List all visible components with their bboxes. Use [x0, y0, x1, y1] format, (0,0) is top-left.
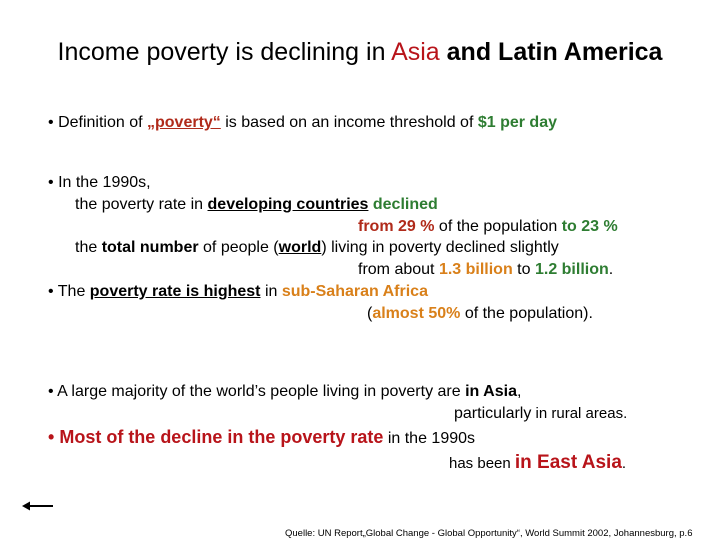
term-in-asia: in Asia — [465, 383, 517, 400]
rate-values-line — [358, 218, 618, 236]
bullet-text: in — [260, 283, 282, 300]
line-text: . — [608, 261, 614, 278]
bullet-definition — [48, 114, 557, 132]
east-asia-line — [449, 452, 626, 474]
most-decline-text: Most of the decline in the poverty rate — [59, 427, 384, 447]
source-footer: Quelle: UN Report„Global Change - Global Opportunity“, World Summit 2002, Johannesburg, p.6 — [285, 528, 693, 539]
bullet-marker: • — [48, 114, 54, 131]
term-poverty-rate-highest: poverty rate is highest — [89, 283, 261, 300]
line-text: the — [75, 239, 102, 256]
poverty-rate-line — [75, 196, 438, 214]
term-world: world — [278, 239, 322, 256]
rate-from: from 29 % — [358, 218, 435, 235]
title-text: Income poverty is declining in — [57, 38, 392, 66]
term-developing-countries: developing countries — [207, 196, 369, 213]
slide-title — [0, 38, 720, 67]
bullet-text: In the 1990s, — [58, 174, 151, 191]
term-total-number: total number — [101, 239, 199, 256]
bullet-text: , — [516, 383, 522, 400]
bullet-1990s — [48, 174, 151, 192]
bullet-text: Definition of — [58, 114, 147, 131]
title-asia: Asia — [391, 38, 440, 66]
total-values-line — [358, 261, 613, 279]
region-sub-saharan-africa: sub-Saharan Africa — [281, 283, 428, 300]
value-1-2-billion: 1.2 billion — [534, 261, 609, 278]
africa-share-line — [367, 305, 593, 323]
bullet-marker: • — [48, 283, 54, 300]
declined-label: declined — [368, 196, 438, 213]
line-text: of the population — [434, 218, 562, 235]
bullet-text: A large majority of the world’s people living in poverty are — [57, 383, 466, 400]
line-text: ) living in poverty declined slightly — [321, 239, 559, 256]
bullet-marker: • — [48, 383, 54, 400]
left-arrow-icon[interactable] — [22, 499, 54, 513]
title-latin-america: Latin America — [498, 38, 663, 66]
term-in-east-asia: in East Asia — [514, 452, 622, 473]
bullet-marker: • — [48, 427, 55, 447]
bullet-marker: • — [48, 174, 54, 191]
rural-line — [454, 405, 627, 423]
threshold-amount: $1 per day — [477, 114, 557, 131]
line-text: ). — [583, 305, 593, 322]
line-text: . — [621, 455, 627, 472]
line-text: of people ( — [198, 239, 279, 256]
line-text: the poverty rate in — [75, 196, 208, 213]
bullet-text: in the 1990s — [383, 430, 476, 447]
total-number-line — [75, 239, 559, 257]
bullet-decline-east-asia — [48, 427, 475, 448]
share-almost-50: almost 50% — [372, 305, 461, 322]
line-text: from about — [358, 261, 439, 278]
line-text: particularly — [454, 405, 532, 422]
bullet-text: The — [57, 283, 90, 300]
rate-to: to 23 % — [561, 218, 618, 235]
line-text: to — [512, 261, 535, 278]
line-text: of the population — [460, 305, 584, 322]
value-1-3-billion: 1.3 billion — [438, 261, 513, 278]
bullet-text: is based on an income threshold of — [220, 114, 478, 131]
rural-areas-text: in rural areas. — [531, 405, 628, 422]
bullet-highest-rate — [48, 283, 428, 301]
line-text: ( — [367, 305, 373, 322]
term-poverty: „poverty“ — [147, 114, 221, 131]
line-text: has been — [449, 455, 515, 472]
bullet-majority-asia — [48, 383, 521, 401]
title-and: and — [439, 38, 499, 66]
